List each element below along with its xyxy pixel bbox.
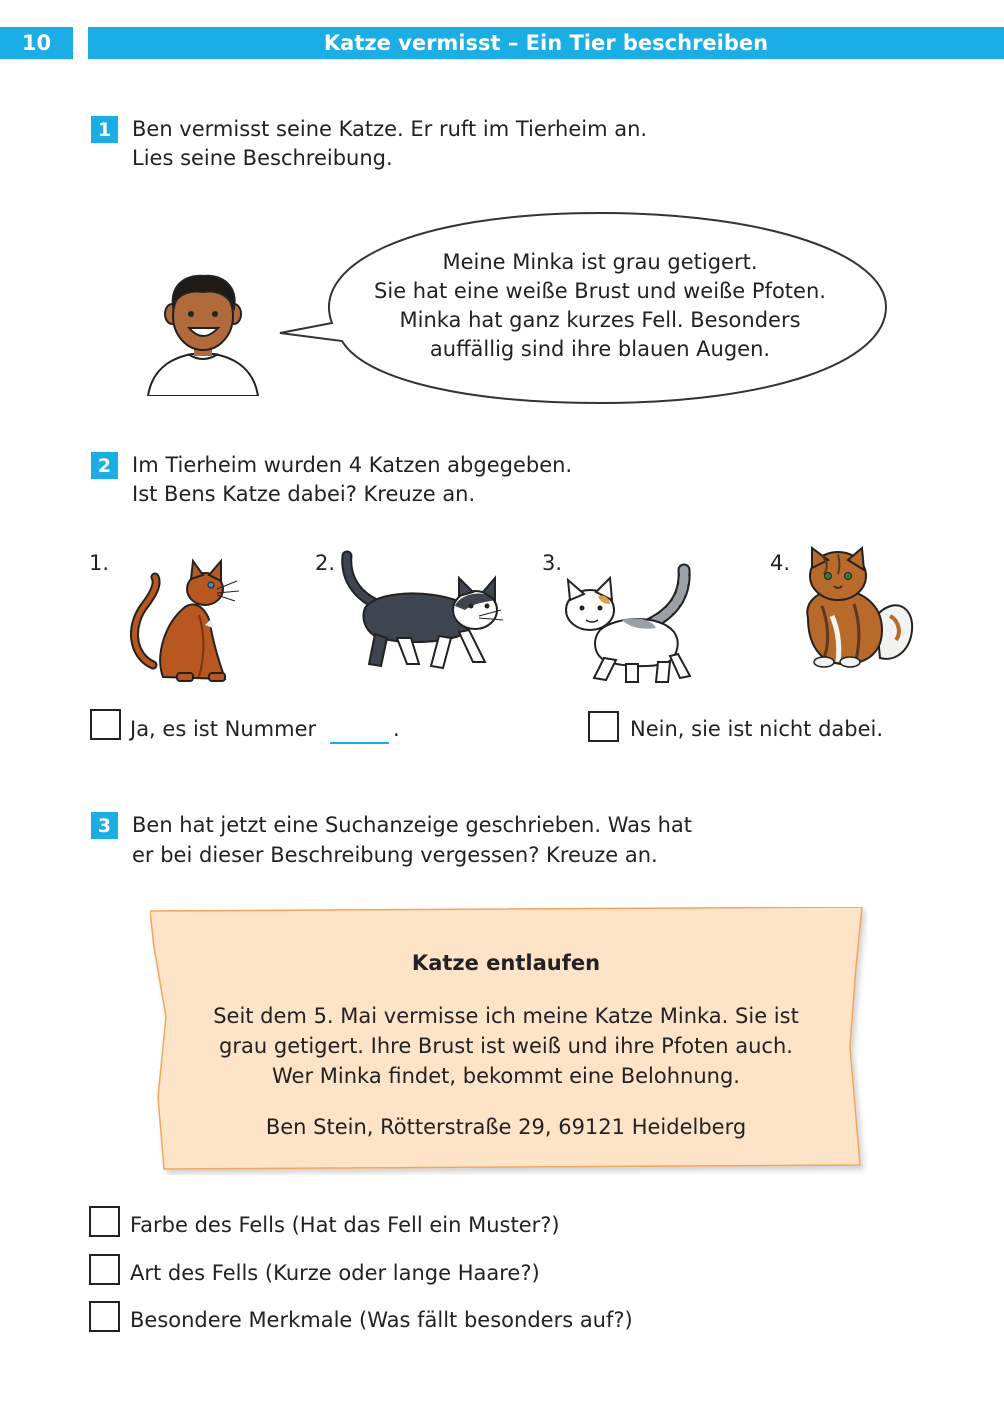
cat-2-illustration — [335, 548, 505, 673]
checkbox-merkmale[interactable] — [89, 1301, 120, 1332]
checkbox-nein[interactable] — [588, 711, 619, 742]
checkbox-art[interactable] — [89, 1254, 120, 1285]
task-1-line-1: Ben vermisst seine Katze. Er ruft im Tierheim an. — [132, 117, 648, 141]
task-2-line-1: Im Tierheim wurden 4 Katzen abgegeben. — [132, 453, 573, 477]
option-farbe-label: Farbe des Fells (Hat das Fell ein Muster?) — [130, 1213, 560, 1237]
cat-3-illustration — [560, 560, 700, 685]
cat-1-illustration — [125, 555, 245, 685]
cat-4-label: 4. — [770, 551, 791, 575]
task-2-number: 2 — [91, 452, 118, 479]
task-2-line-2: Ist Bens Katze dabei? Kreuze an. — [132, 482, 476, 506]
note-body-line-1: Seit dem 5. Mai vermisse ich meine Katze Minka. Sie ist — [213, 1004, 799, 1028]
task-3-line-2: er bei dieser Beschreibung vergessen? Kreuze an. — [132, 843, 658, 867]
page-title: Katze vermisst – Ein Tier beschreiben — [88, 27, 1004, 59]
checkbox-ja[interactable] — [90, 709, 121, 740]
answer-number-blank[interactable] — [330, 742, 389, 744]
boy-illustration — [140, 272, 266, 396]
note-body-line-3: Wer Minka findet, bekommt eine Belohnung. — [272, 1064, 740, 1088]
cat-2-label: 2. — [315, 551, 336, 575]
search-ad-note — [150, 907, 862, 1169]
note-body — [150, 1001, 862, 1091]
speech-line-2: Sie hat eine weiße Brust und weiße Pfoten. — [374, 279, 826, 303]
speech-line-3: Minka hat ganz kurzes Fell. Besonders — [399, 308, 801, 332]
option-nein-label: Nein, sie ist nicht dabei. — [630, 717, 884, 741]
cat-3-label: 3. — [542, 551, 563, 575]
speech-line-1: Meine Minka ist grau getigert. — [442, 250, 758, 274]
note-body-line-2: grau getigert. Ihre Brust ist weiß und ihre Pfoten auch. — [219, 1034, 793, 1058]
option-art-label: Art des Fells (Kurze oder lange Haare?) — [130, 1261, 540, 1285]
speech-line-4: auffällig sind ihre blauen Augen. — [429, 337, 771, 361]
option-ja-period: . — [393, 717, 400, 741]
cat-4-illustration — [798, 546, 918, 668]
note-title: Katze entlaufen — [411, 951, 601, 975]
task-3-line-1: Ben hat jetzt eine Suchanzeige geschrieben. Was hat — [132, 813, 693, 837]
page-number: 10 — [0, 27, 73, 59]
cat-1-label: 1. — [89, 551, 110, 575]
task-3-number: 3 — [91, 812, 118, 839]
speech-text — [330, 248, 870, 364]
option-merkmale-label: Besondere Merkmale (Was fällt besonders auf?) — [130, 1308, 633, 1332]
task-1-line-2: Lies seine Beschreibung. — [132, 146, 393, 170]
task-1-number: 1 — [91, 116, 118, 143]
option-ja-label: Ja, es ist Nummer — [130, 717, 317, 741]
checkbox-farbe[interactable] — [89, 1206, 120, 1237]
note-address: Ben Stein, Rötterstraße 29, 69121 Heidelberg — [265, 1115, 747, 1139]
